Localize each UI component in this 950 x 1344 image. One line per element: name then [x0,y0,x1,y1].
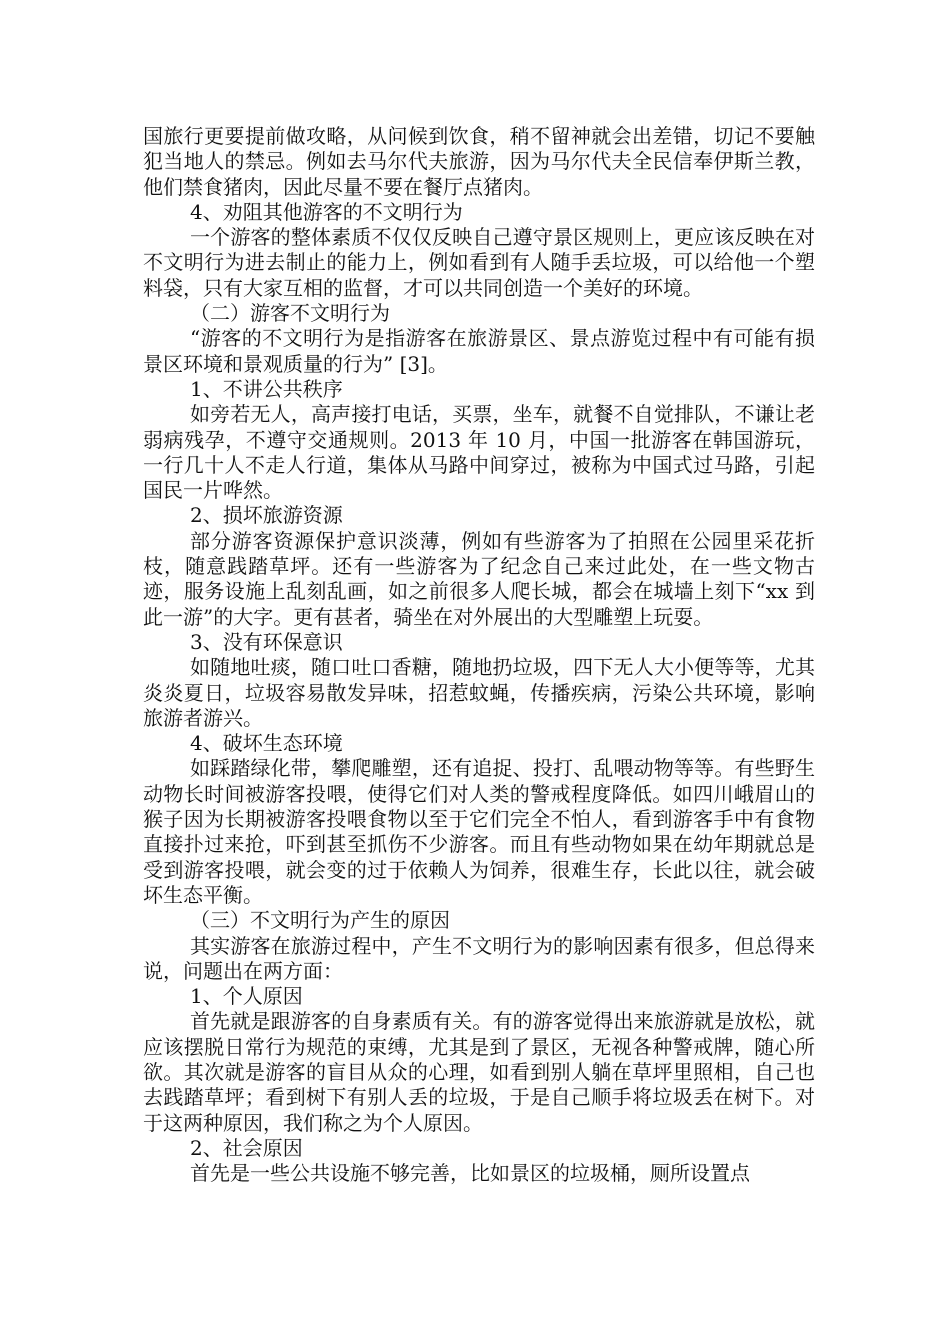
paragraph: 首先就是跟游客的自身素质有关。有的游客觉得出来旅游就是放松，就应该摆脱日常行为规范的束缚，尤其是到了景区，无视各种警戒牌，随心所欲。其次就是游客的盲目从众的心理，如看到别人躺在草坪里照相，自己也去践踏草坪；看到树下有别人丢的垃圾，于是自己顺手将垃圾丢在树下。对于这两种原因，我们称之为个人原因。 [143,1009,815,1135]
paragraph: 如踩踏绿化带，攀爬雕塑，还有追捉、投打、乱喂动物等等。有些野生动物长时间被游客投喂，使得它们对人类的警戒程度降低。如四川峨眉山的猴子因为长期被游客投喂食物以至于它们完全不怕人，看到游客手中有食物直接扑过来抢，吓到甚至抓伤不少游客。而且有些动物如果在幼年期就总是受到游客投喂，就会变的过于依赖人为饲养，很难生存，长此以往，就会破坏生态平衡。 [143,756,815,907]
paragraph-continued: 国旅行更要提前做攻略，从问候到饮食，稍不留神就会出差错，切记不要触犯当地人的禁忌。例如去马尔代夫旅游，因为马尔代夫全民信奉伊斯兰教，他们禁食猪肉，因此尽量不要在餐厅点猪肉。 [143,124,815,199]
subheading-personal-reasons: 1、个人原因 [190,984,303,1009]
section-heading-causes: （三）不文明行为产生的原因 [190,908,450,933]
paragraph: 如随地吐痰，随口吐口香糖，随地扔垃圾，四下无人大小便等等，尤其炎炎夏日，垃圾容易散发异味，招惹蚊蝇，传播疾病，污染公共环境，影响旅游者游兴。 [143,655,815,730]
paragraph: 如旁若无人，高声接打电话，买票，坐车，就餐不自觉排队，不谦让老弱病残孕，不遵守交通规则。2013 年 10 月，中国一批游客在韩国游玩，一行几十人不走人行道，集体从马路中间穿过，被称为中国式过马路，引起国民一片哗然。 [143,402,815,503]
paragraph-definition: “游客的不文明行为是指游客在旅游景区、景点游览过程中有可能有损景区环境和景观质量的行为” [3]。 [143,326,815,376]
subheading-public-order: 1、不讲公共秩序 [190,376,343,401]
paragraph: 部分游客资源保护意识淡薄，例如有些游客为了拍照在公园里采花折枝，随意践踏草坪。还有一些游客为了纪念自己来过此处，在一些文物古迹，服务设施上乱刻乱画，如之前很多人爬长城，都会在城墙上刻下“xx 到此一游”的大字。更有甚者，骑坐在对外展出的大型雕塑上玩耍。 [143,528,815,629]
subheading-social-reasons: 2、社会原因 [190,1135,303,1160]
paragraph: 其实游客在旅游过程中，产生不文明行为的影响因素有很多，但总得来说，问题出在两方面： [143,933,815,983]
document-body [143,124,815,1186]
subheading-damage-resources: 2、损坏旅游资源 [190,503,343,528]
paragraph: 首先是一些公共设施不够完善，比如景区的垃圾桶，厕所设置点 [190,1161,750,1186]
subheading-ecological-damage: 4、破坏生态环境 [190,731,343,756]
subheading-dissuade-uncivil: 4、劝阻其他游客的不文明行为 [190,199,463,224]
subheading-environmental-awareness: 3、没有环保意识 [190,629,343,654]
section-heading-uncivil-behavior: （二）游客不文明行为 [190,301,390,326]
paragraph: 一个游客的整体素质不仅仅反映自己遵守景区规则上，更应该反映在对不文明行为进去制止的能力上，例如看到有人随手丢垃圾，可以给他一个塑料袋，只有大家互相的监督，才可以共同创造一个美好的环境。 [143,225,815,300]
